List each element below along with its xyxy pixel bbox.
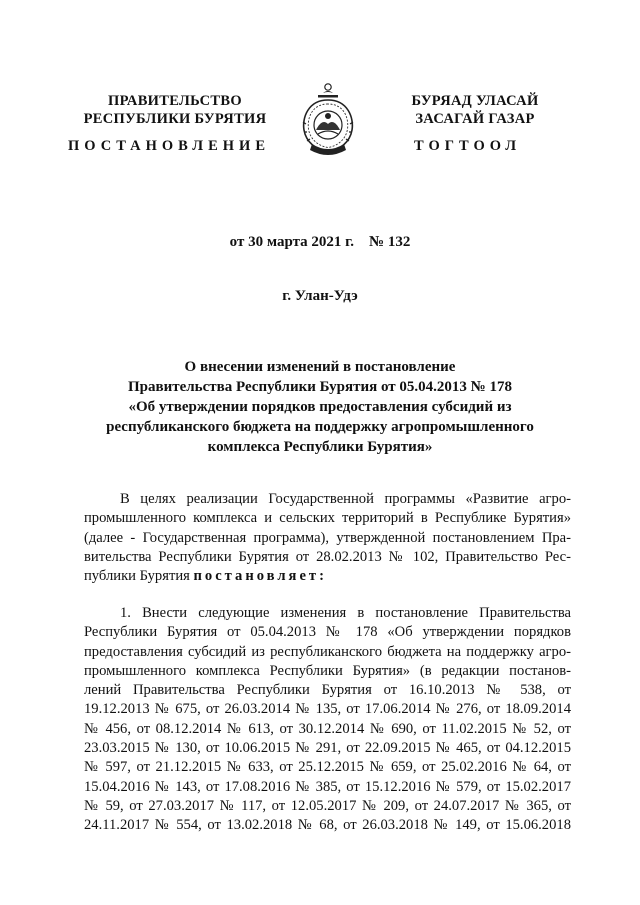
issuer-right-line2: ЗАСАГАЙ ГАЗАР (415, 111, 535, 127)
issuer-left-line2: РЕСПУБЛИКИ БУРЯТИЯ (83, 111, 267, 127)
paragraph-line: (далее - Государственная программа), утвержденной постановлением Пра- (84, 529, 571, 546)
document-city: г. Улан-Удэ (282, 288, 358, 304)
issuer-left (70, 92, 280, 128)
title-line: Правительства Республики Бурятия от 05.04.2013 № 178 (127, 379, 512, 395)
document-title (80, 357, 560, 457)
doc-type-left: ПОСТАНОВЛЕНИЕ (68, 138, 271, 154)
document-date-number: от 30 марта 2021 г. № 132 (229, 234, 411, 250)
paragraph-line: промышленного комплекса и сельских территорий в Республике Бурятия» (84, 510, 571, 527)
issuer-right-line1: БУРЯАД УЛАСАЙ (411, 93, 539, 109)
title-line: О внесении изменений в постановление (184, 359, 456, 375)
preamble-paragraph (84, 490, 571, 586)
paragraph-line: № 59, от 27.03.2017 № 117, от 12.05.2017 № 209, от 24.07.2017 № 365, от (84, 797, 571, 814)
paragraph-line: 23.03.2015 № 130, от 10.06.2015 № 291, от 22.09.2015 № 465, от 04.12.2015 (84, 740, 571, 757)
paragraph-line: В целях реализации Государственной программы «Развитие агро- (120, 491, 571, 507)
paragraph-line: № 597, от 21.12.2015 № 633, от 25.12.2015 № 659, от 25.02.2016 № 64, от (84, 759, 571, 776)
issuer-left-line1: ПРАВИТЕЛЬСТВО (108, 93, 242, 109)
paragraph-text: публики Бурятия (84, 568, 194, 585)
paragraph-line: 24.11.2017 № 554, от 13.02.2018 № 68, от 26.03.2018 № 149, от 15.06.2018 (84, 817, 571, 834)
paragraph-line: 19.12.2013 № 675, от 26.03.2014 № 135, от 17.06.2014 № 276, от 18.09.2014 (84, 701, 571, 718)
doc-type-right: ТОГТООЛ (414, 138, 522, 154)
clause-1-paragraph (84, 604, 571, 836)
paragraph-line: 15.04.2016 № 143, от 17.08.2016 № 385, от 15.12.2016 № 579, от 15.02.2017 (84, 778, 571, 795)
paragraph-line: № 456, от 08.12.2014 № 613, от 30.12.2014 № 690, от 11.02.2015 № 52, от (84, 720, 571, 737)
title-line: республиканского бюджета на поддержку агропромышленного (106, 419, 534, 435)
paragraph-line: Республики Бурятия от 05.04.2013 № 178 «Об утверждении порядков (84, 624, 571, 641)
coat-of-arms-icon (296, 80, 360, 160)
issuer-right (380, 92, 570, 128)
resolution-keyword: постановляет: (193, 568, 327, 585)
title-line: комплекса Республики Бурятия» (207, 439, 433, 455)
title-line: «Об утверждении порядков предоставления субсидий из (128, 399, 512, 415)
paragraph-line: промышленного комплекса Республики Бурятия» (в редакции постанов- (84, 662, 571, 679)
paragraph-line: лений Правительства Республики Бурятия от 16.10.2013 № 538, от (84, 682, 571, 699)
paragraph-line-last (84, 567, 571, 586)
paragraph-line: вительства Республики Бурятия от 28.02.2013 № 102, Правительство Рес- (84, 548, 571, 565)
paragraph-line: 1. Внести следующие изменения в постановление Правительства (120, 605, 571, 621)
paragraph-line: предоставления субсидий из республиканского бюджета на поддержку агро- (84, 643, 571, 660)
